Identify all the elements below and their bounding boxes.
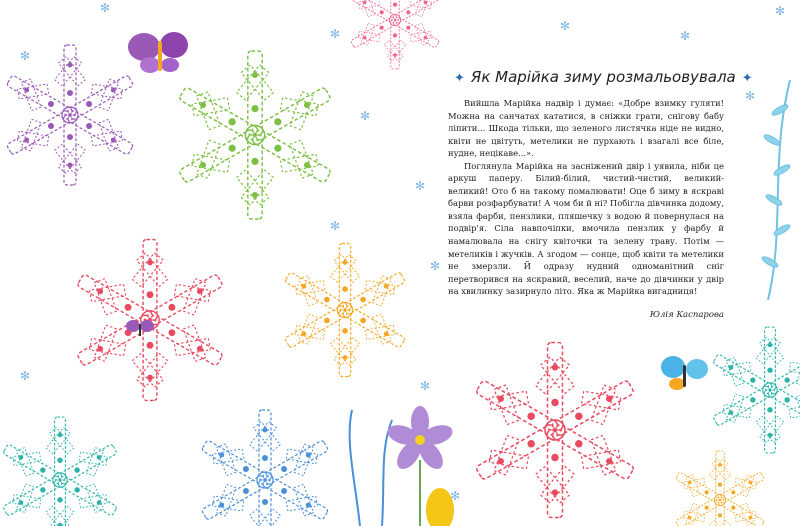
svg-text:✻: ✻ xyxy=(20,49,31,63)
butterfly-icon xyxy=(128,32,188,73)
svg-text:✻: ✻ xyxy=(430,259,441,273)
story-paragraph: Поглянула Марійка на засніжений двір і уявила, ніби це аркуш паперу. Білий-білий, чистий-чистий, великий-великий! Ото б на такому помалювати! Оце б зиму в яскраві барви розфарбувати! А чом би й ні? Побігла дівчинка додому, взяла фарби, пензлики, пляшечку з водою й повернулася на подвір'я. Сіла навпочіпки, вмочила пензлик у фарбу й намалювала на снігу квіточки та зелену траву. Потім — метеликів і жучків. А згодом — сонце, щоб квіти та метелики не змерзли. Й одразу нудний одноманітний сніг перетворився на яскравий, веселий, наче до дівчинки у двір на хвилинку зазирнуло літо. Яка ж Марійка вигадниця! xyxy=(448,160,724,297)
svg-text:✻: ✻ xyxy=(745,89,756,103)
snowflake-icon xyxy=(347,0,443,69)
svg-text:✻: ✻ xyxy=(420,379,431,393)
snowflake-icon xyxy=(197,410,334,526)
butterfly-icon xyxy=(661,356,708,390)
snowflake-icon xyxy=(0,417,121,526)
svg-text:✻: ✻ xyxy=(330,219,341,233)
story-title: ✦ Як Марійка зиму розмальовувала ✦ xyxy=(454,68,753,86)
leaf-branch-icon xyxy=(350,410,392,526)
story-body xyxy=(448,97,724,298)
svg-text:✻: ✻ xyxy=(775,4,786,18)
snowflake-icon xyxy=(280,244,410,377)
snowflake-icon xyxy=(2,45,139,185)
star-icon: ✦ xyxy=(741,71,753,86)
svg-text:✻: ✻ xyxy=(100,1,111,15)
svg-text:✻: ✻ xyxy=(415,179,426,193)
svg-text:✻: ✻ xyxy=(20,369,31,383)
svg-text:✻: ✻ xyxy=(360,109,371,123)
svg-text:✻: ✻ xyxy=(560,19,571,33)
star-icon: ✦ xyxy=(454,71,465,86)
svg-text:✻: ✻ xyxy=(330,27,341,41)
leaf-branch-icon xyxy=(761,80,792,300)
snowflake-icon xyxy=(672,451,768,526)
svg-text:✻: ✻ xyxy=(680,29,691,43)
snowflake-icon xyxy=(470,343,641,518)
svg-text:✻: ✻ xyxy=(450,489,461,503)
snowflake-icon xyxy=(173,51,337,219)
story-paragraph: Вийшла Марійка надвір і думає: «Добре взимку гуляти! Можна на санчатах кататися, в сніжки грати, снігову бабу ліпити... Шкода тільки, що зеленого листячка ніде не видно, квіти не цвітуть, метелики не пурхають і взагалі все біле, нудне, нецікаве...». xyxy=(448,98,724,159)
author-name: Юлія Каспарова xyxy=(649,310,724,320)
snowflake-icon xyxy=(709,327,800,453)
snowflake-icon xyxy=(71,240,228,401)
